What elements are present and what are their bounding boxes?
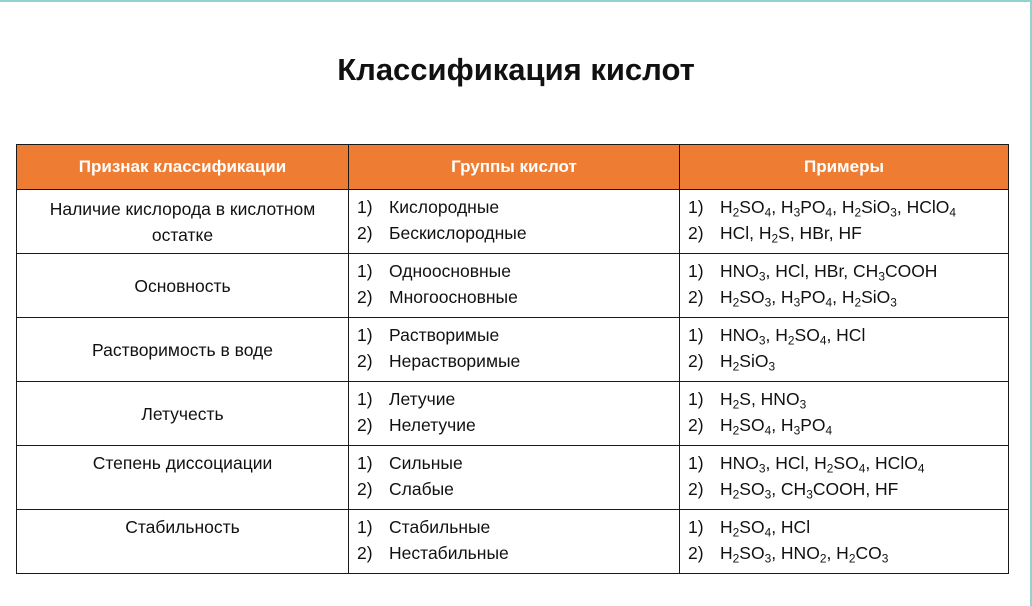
item-number: 1)	[688, 389, 704, 409]
criterion-cell: Растворимость в воде	[17, 318, 349, 382]
group-name: Нелетучие	[389, 415, 476, 435]
example-item	[688, 412, 1008, 438]
examples-cell	[680, 190, 1009, 254]
table-row	[17, 446, 1009, 510]
groups-cell	[349, 190, 680, 254]
item-number: 1)	[357, 325, 373, 345]
example-item	[688, 514, 1008, 540]
item-number: 1)	[688, 197, 704, 217]
group-name: Бескислородные	[389, 223, 527, 243]
item-number: 2)	[357, 223, 373, 243]
groups-cell	[349, 318, 680, 382]
group-item	[357, 194, 679, 220]
group-name: Растворимые	[389, 325, 500, 345]
groups-cell	[349, 254, 680, 318]
item-number: 1)	[688, 517, 704, 537]
item-number: 1)	[688, 325, 704, 345]
top-accent-line	[0, 0, 1032, 2]
acid-classification-table	[16, 144, 1009, 574]
example-item	[688, 450, 1008, 476]
item-number: 2)	[688, 479, 704, 499]
column-header-examples: Примеры	[680, 145, 1009, 190]
item-number: 2)	[357, 543, 373, 563]
example-item	[688, 348, 1008, 374]
example-item	[688, 476, 1008, 502]
group-item	[357, 412, 679, 438]
group-name: Стабильные	[389, 517, 491, 537]
group-name: Нестабильные	[389, 543, 509, 563]
formula-list: $H_2SO_4$, HCl	[720, 517, 811, 540]
criterion-cell: Летучесть	[17, 382, 349, 446]
group-item	[357, 258, 679, 284]
formula-list: $HNO_3$, HCl, $H_2SO_4$, HClO$_4$	[720, 453, 925, 476]
groups-cell	[349, 382, 680, 446]
examples-cell	[680, 510, 1009, 574]
formula-list: $HNO_3$, HCl, HBr, $CH_3COOH$	[720, 261, 938, 284]
table-row	[17, 510, 1009, 574]
formula-list: $H_2SO_4$, $H_3PO_4$, $H_2SiO_3$, HClO$_4$	[720, 197, 957, 220]
group-name: Сильные	[389, 453, 463, 473]
formula-list: $H_2SO_3$, $H_3PO_4$, $H_2SiO_3$	[720, 287, 897, 310]
item-number: 2)	[688, 287, 704, 307]
example-item	[688, 284, 1008, 310]
formula-list: $HNO_3$, $H_2SO_4$, HCl	[720, 325, 866, 348]
groups-cell	[349, 510, 680, 574]
examples-cell	[680, 254, 1009, 318]
column-header-criterion: Признак классификации	[17, 145, 349, 190]
example-item	[688, 194, 1008, 220]
formula-list: $H_2S$, $HNO_3$	[720, 389, 807, 412]
group-item	[357, 284, 679, 310]
group-name: Многоосновные	[389, 287, 518, 307]
example-item	[688, 386, 1008, 412]
group-item	[357, 514, 679, 540]
table-body	[17, 190, 1009, 574]
item-number: 1)	[357, 453, 373, 473]
item-number: 2)	[688, 543, 704, 563]
item-number: 1)	[688, 453, 704, 473]
group-name: Одноосновные	[389, 261, 511, 281]
criterion-cell: Основность	[17, 254, 349, 318]
example-item	[688, 220, 1008, 246]
group-item	[357, 450, 679, 476]
example-item	[688, 322, 1008, 348]
item-number: 2)	[688, 351, 704, 371]
item-number: 2)	[357, 287, 373, 307]
item-number: 2)	[357, 415, 373, 435]
table-row	[17, 382, 1009, 446]
item-number: 2)	[688, 415, 704, 435]
group-item	[357, 322, 679, 348]
group-name: Нерастворимые	[389, 351, 521, 371]
group-item	[357, 348, 679, 374]
formula-list: $H_2SO_4$, $H_3PO_4$	[720, 415, 833, 438]
group-item	[357, 540, 679, 566]
table-header-row	[17, 145, 1009, 190]
group-name: Летучие	[389, 389, 456, 409]
group-item	[357, 386, 679, 412]
formula-list: $H_2SO_3$, $CH_3COOH$, HF	[720, 479, 899, 502]
examples-cell	[680, 382, 1009, 446]
formula-list: $H_2SiO_3$	[720, 351, 776, 374]
table-row	[17, 318, 1009, 382]
item-number: 2)	[357, 351, 373, 371]
example-item	[688, 258, 1008, 284]
formula-list: $H_2SO_3$, $HNO_2$, $H_2CO_3$	[720, 543, 889, 566]
item-number: 1)	[688, 261, 704, 281]
item-number: 1)	[357, 389, 373, 409]
formula-list: HCl, $H_2S$, HBr, HF	[720, 223, 862, 246]
column-header-groups: Группы кислот	[349, 145, 680, 190]
criterion-cell: Наличие кислорода в кислотном остатке	[17, 190, 349, 254]
group-name: Слабые	[389, 479, 454, 499]
group-name: Кислородные	[389, 197, 500, 217]
item-number: 2)	[688, 223, 704, 243]
item-number: 2)	[357, 479, 373, 499]
groups-cell	[349, 446, 680, 510]
criterion-cell: Стабильность	[17, 510, 349, 574]
item-number: 1)	[357, 517, 373, 537]
group-item	[357, 220, 679, 246]
examples-cell	[680, 318, 1009, 382]
example-item	[688, 540, 1008, 566]
page-title: Классификация кислот	[337, 52, 695, 87]
criterion-cell: Степень диссоциации	[17, 446, 349, 510]
item-number: 1)	[357, 261, 373, 281]
examples-cell	[680, 446, 1009, 510]
table-row	[17, 190, 1009, 254]
group-item	[357, 476, 679, 502]
item-number: 1)	[357, 197, 373, 217]
table-row	[17, 254, 1009, 318]
